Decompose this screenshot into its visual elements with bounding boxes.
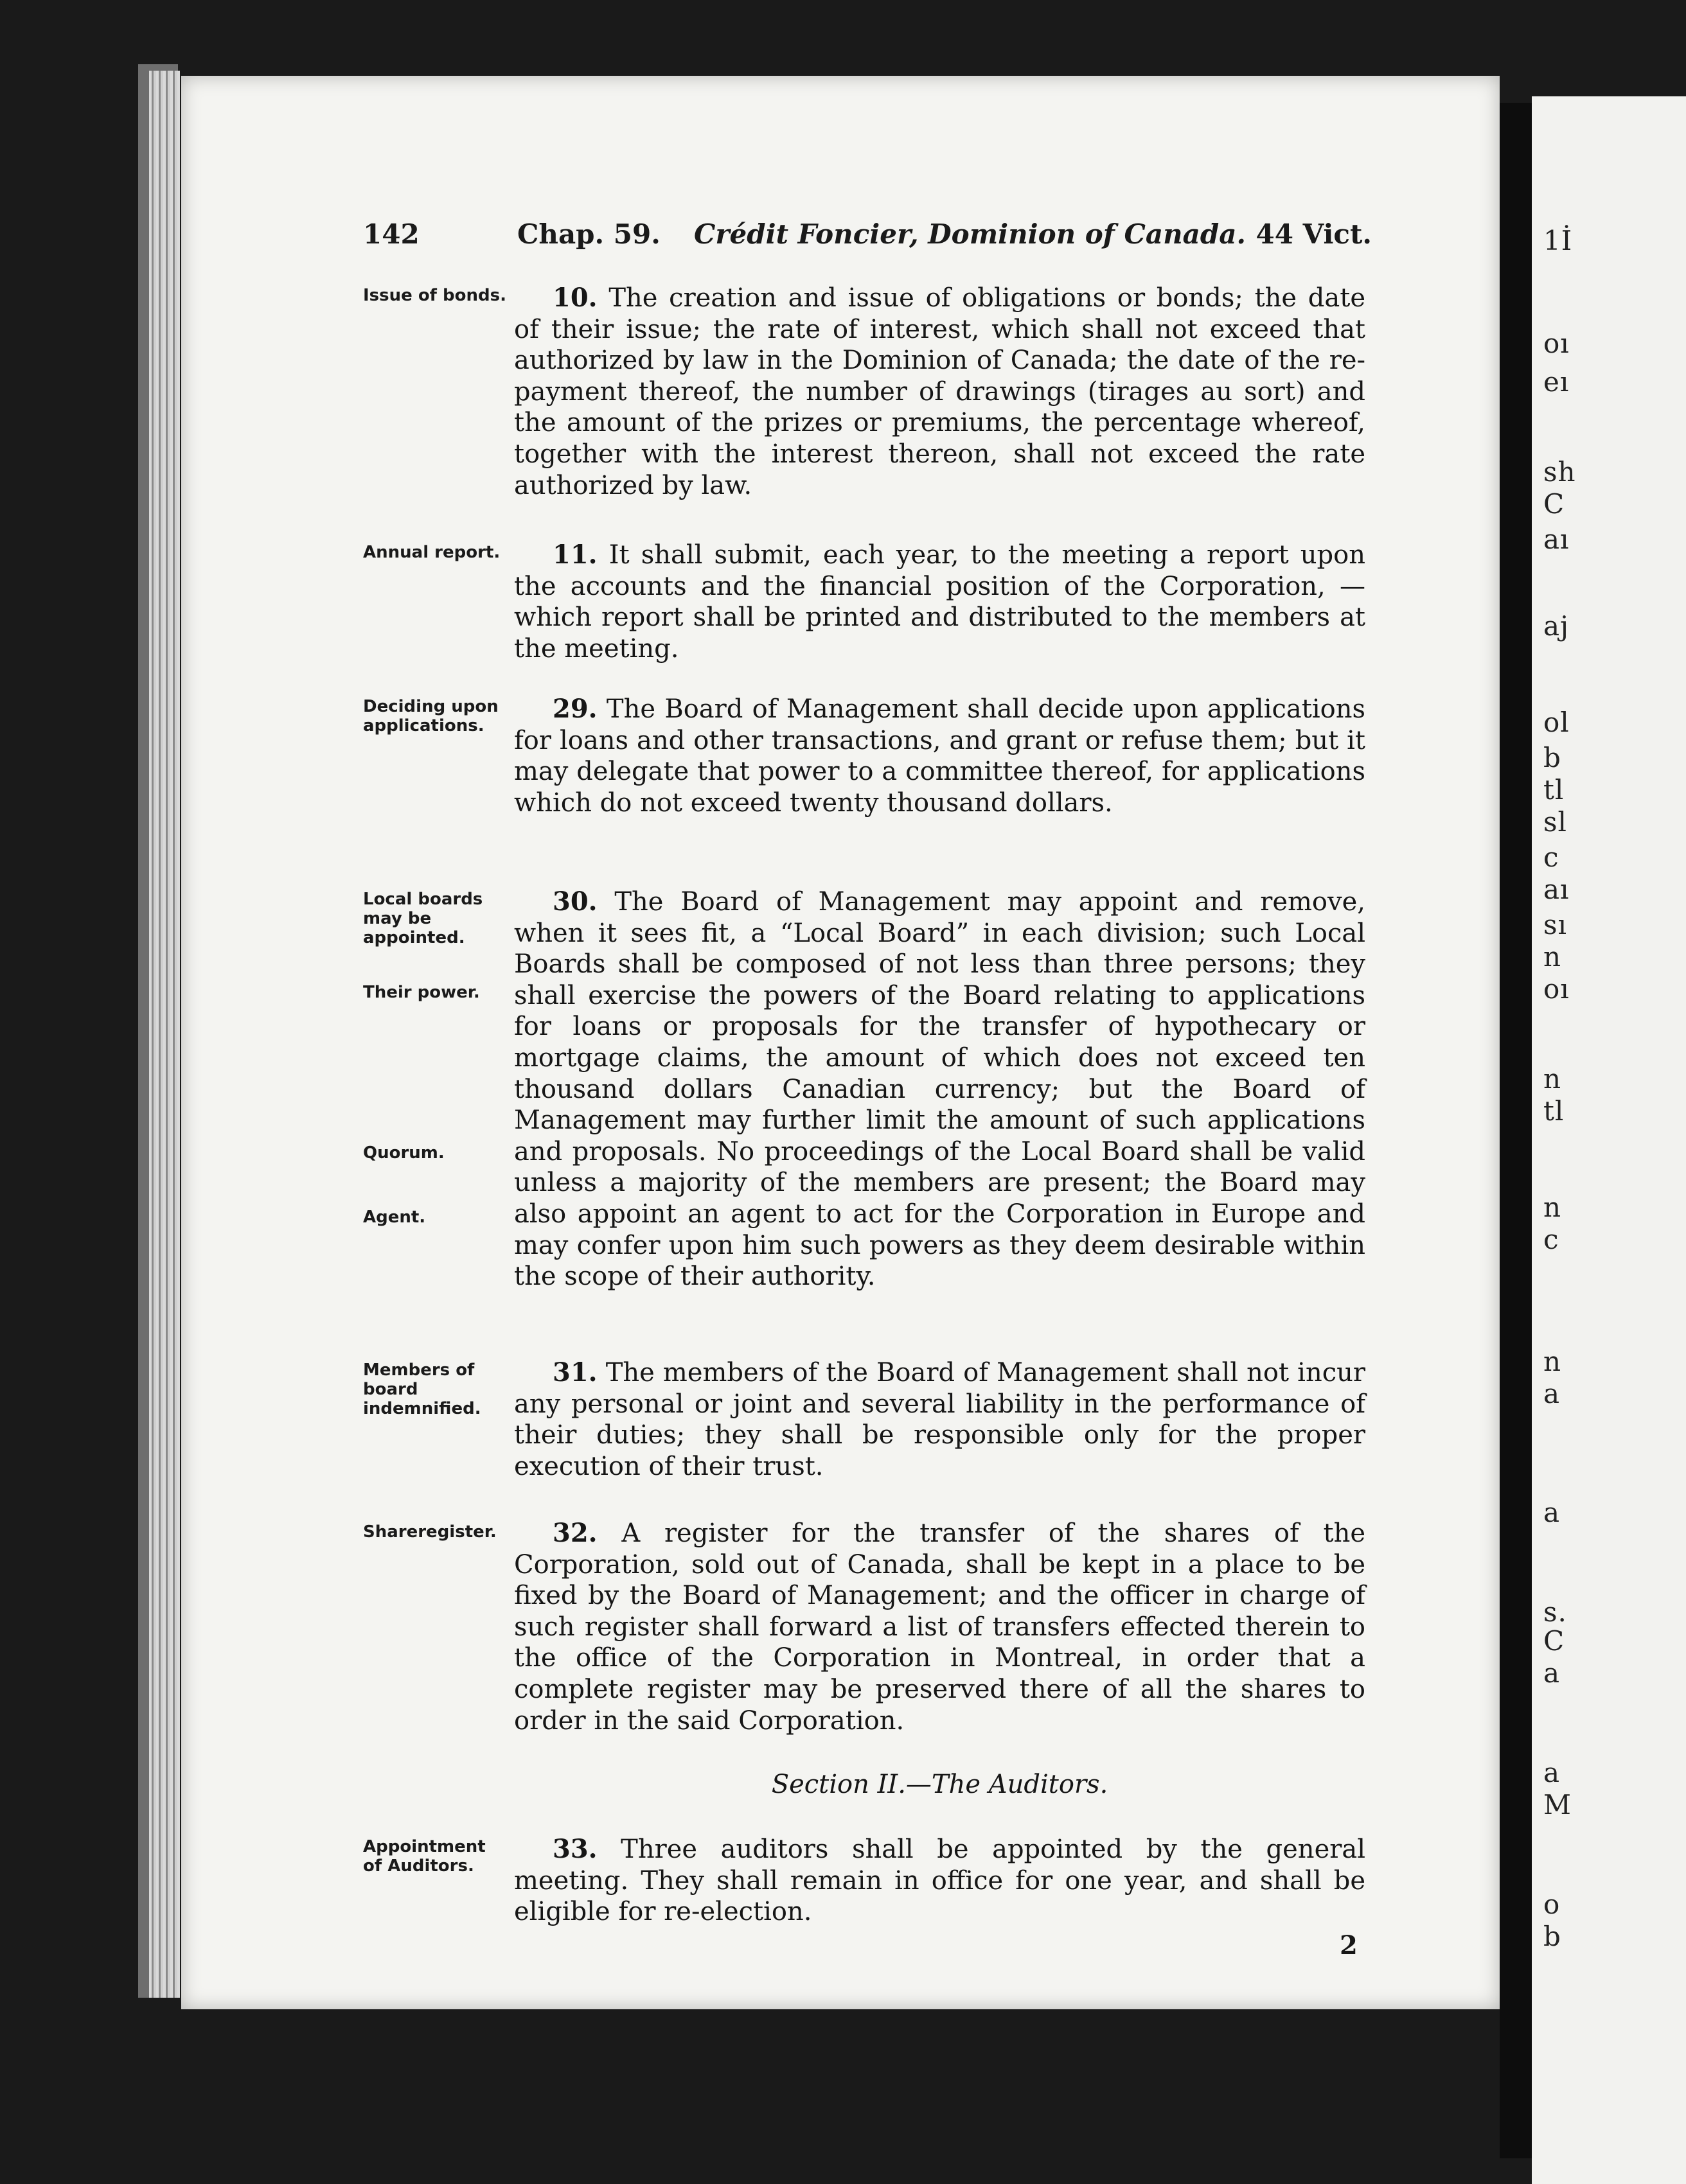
- section-text: A register for the transfer of the shares of the Corporation, sold out of Canada, shall be kept in a place to be fixed by the Board of Management; and the officer in charge of such register shall forward a list of transfers effected therein to the office of the Corporation in Montreal, in order that a complete register may be preserved there of all the shares to order in the said Corporation.: [514, 1519, 1365, 1736]
- adjacent-page-fragment: n: [1543, 941, 1562, 973]
- margin-note-their-power: Their power.: [363, 983, 480, 1002]
- adjacent-page-fragment: s.: [1543, 1596, 1567, 1628]
- adjacent-page-fragment: tl: [1543, 774, 1565, 806]
- section-32-paragraph: [514, 1518, 1365, 1736]
- signature-mark: 2: [1340, 1930, 1358, 1960]
- regnal-year: 44 Vict.: [1256, 218, 1372, 250]
- page-number: 142: [363, 218, 420, 250]
- adjacent-page-fragment: C: [1543, 488, 1565, 520]
- running-title: Crédit Foncier, Dominion of Canada.: [694, 218, 1247, 250]
- section-text: It shall submit, each year, to the meeting a report upon the accounts and the financial position of the Corporation, —which report shall be printed and distributed to the members at the meeting.: [514, 540, 1365, 664]
- section-text: The creation and issue of obligations or bonds; the date of their issue; the rate of interest, which shall not exceed that authorized by law in the Dominion of Canada; the date of the re-payment thereof, the number of drawings (tirages au sort) and the amount of the prizes or premiums, the percentage whereof, together with the interest thereon, shall not exceed the rate authorized by law.: [514, 283, 1366, 500]
- margin-note-members-indemnified: Members of board indemnified.: [363, 1361, 481, 1418]
- margin-note-appointment-auditors: Appointment of Auditors.: [363, 1837, 486, 1876]
- section-10-paragraph: [514, 283, 1365, 501]
- adjacent-page-fragment: sh: [1543, 456, 1576, 488]
- adjacent-page-fragment: a: [1543, 1657, 1561, 1689]
- adjacent-page-fragment: a: [1543, 1757, 1561, 1788]
- margin-note-deciding-applications: Deciding upon applications.: [363, 697, 499, 735]
- section-11-paragraph: [514, 540, 1365, 664]
- section-heading: Section II.—The Auditors.: [771, 1770, 1108, 1799]
- adjacent-page-fragment: aj: [1543, 610, 1570, 642]
- margin-note-issue-of-bonds: Issue of bonds.: [363, 286, 506, 305]
- section-31-paragraph: [514, 1357, 1365, 1482]
- adjacent-page-fragment: n: [1543, 1063, 1562, 1095]
- adjacent-page-fragment: b: [1543, 1921, 1561, 1952]
- section-number: 10.: [553, 283, 598, 313]
- adjacent-page-fragment: c: [1543, 1224, 1559, 1255]
- adjacent-page-fragment: aı: [1543, 874, 1570, 905]
- section-text: The members of the Board of Management shall not incur any personal or joint and several liability in the performance of their duties; they shall be responsible only for the proper execution of their trust.: [514, 1358, 1365, 1481]
- running-header: [363, 218, 1372, 257]
- adjacent-page-fragment: eı: [1543, 366, 1570, 398]
- adjacent-page-fragment: c: [1543, 841, 1559, 873]
- adjacent-page-fragment: oı: [1543, 973, 1570, 1005]
- adjacent-page-fragment: tl: [1543, 1095, 1565, 1127]
- margin-note-quorum: Quorum.: [363, 1143, 445, 1163]
- section-33-paragraph: [514, 1834, 1365, 1928]
- section-30-paragraph: [514, 886, 1365, 1292]
- section-number: 29.: [553, 694, 598, 724]
- section-number: 33.: [553, 1834, 598, 1864]
- margin-note-annual-report: Annual report.: [363, 543, 501, 562]
- margin-note-local-boards: Local boards may be appointed.: [363, 890, 483, 947]
- adjacent-page-fragment: o: [1543, 1889, 1561, 1920]
- section-text: The Board of Management shall decide upon applications for loans and other transactions, and grant or refuse them; but it may delegate that power to a committee thereof, for applications which do not exceed twenty thousand dollars.: [514, 694, 1366, 818]
- adjacent-page-fragment: C: [1543, 1625, 1565, 1657]
- section-number: 30.: [553, 886, 598, 917]
- adjacent-page-fragment: aı: [1543, 524, 1570, 555]
- adjacent-page-fragment: n: [1543, 1346, 1562, 1377]
- section-text: The Board of Management may appoint and remove, when it sees fit, a “Local Board” in each division; such Local Boards shall be composed of not less than three persons; they shall exercise the powers of the Board relating to applications for loans or proposals for the transfer of hypothecary or mortgage claims, the amount of which does not exceed ten thousand dollars Canadian currency; but the Board of Management may further limit the amount of such applications and proposals. No proceedings of the Local Board shall be valid unless a majority of the members are present; the Board may also appoint an agent to act for the Corporation in Europe and may confer upon him such powers as they deem desirable within the scope of their authority.: [514, 887, 1365, 1292]
- chapter-label: Chap. 59.: [517, 218, 661, 250]
- adjacent-page-fragment: a: [1543, 1378, 1561, 1409]
- book-gutter: [1500, 103, 1532, 2158]
- section-number: 11.: [553, 540, 598, 570]
- adjacent-page-fragment: a: [1543, 1497, 1561, 1528]
- page-stack-edge: [149, 71, 180, 1998]
- adjacent-page-fragment: 1İ: [1543, 225, 1573, 256]
- adjacent-page-fragment: n: [1543, 1192, 1562, 1223]
- section-29-paragraph: [514, 694, 1365, 818]
- section-number: 32.: [553, 1518, 598, 1548]
- adjacent-page-fragment: sl: [1543, 806, 1567, 838]
- margin-note-agent: Agent.: [363, 1208, 426, 1227]
- adjacent-page-fragment: oı: [1543, 328, 1570, 359]
- adjacent-page-fragment: M: [1543, 1789, 1572, 1820]
- section-text: Three auditors shall be appointed by the general meeting. They shall remain in office for one year, and shall be eligible for re-election.: [514, 1835, 1366, 1927]
- adjacent-page-fragment: sı: [1543, 909, 1567, 940]
- adjacent-page: [1532, 96, 1686, 2184]
- margin-note-share-register: Shareregister.: [363, 1522, 497, 1542]
- section-number: 31.: [553, 1357, 598, 1387]
- adjacent-page-fragment: ol: [1543, 707, 1570, 738]
- adjacent-page-fragment: b: [1543, 742, 1561, 773]
